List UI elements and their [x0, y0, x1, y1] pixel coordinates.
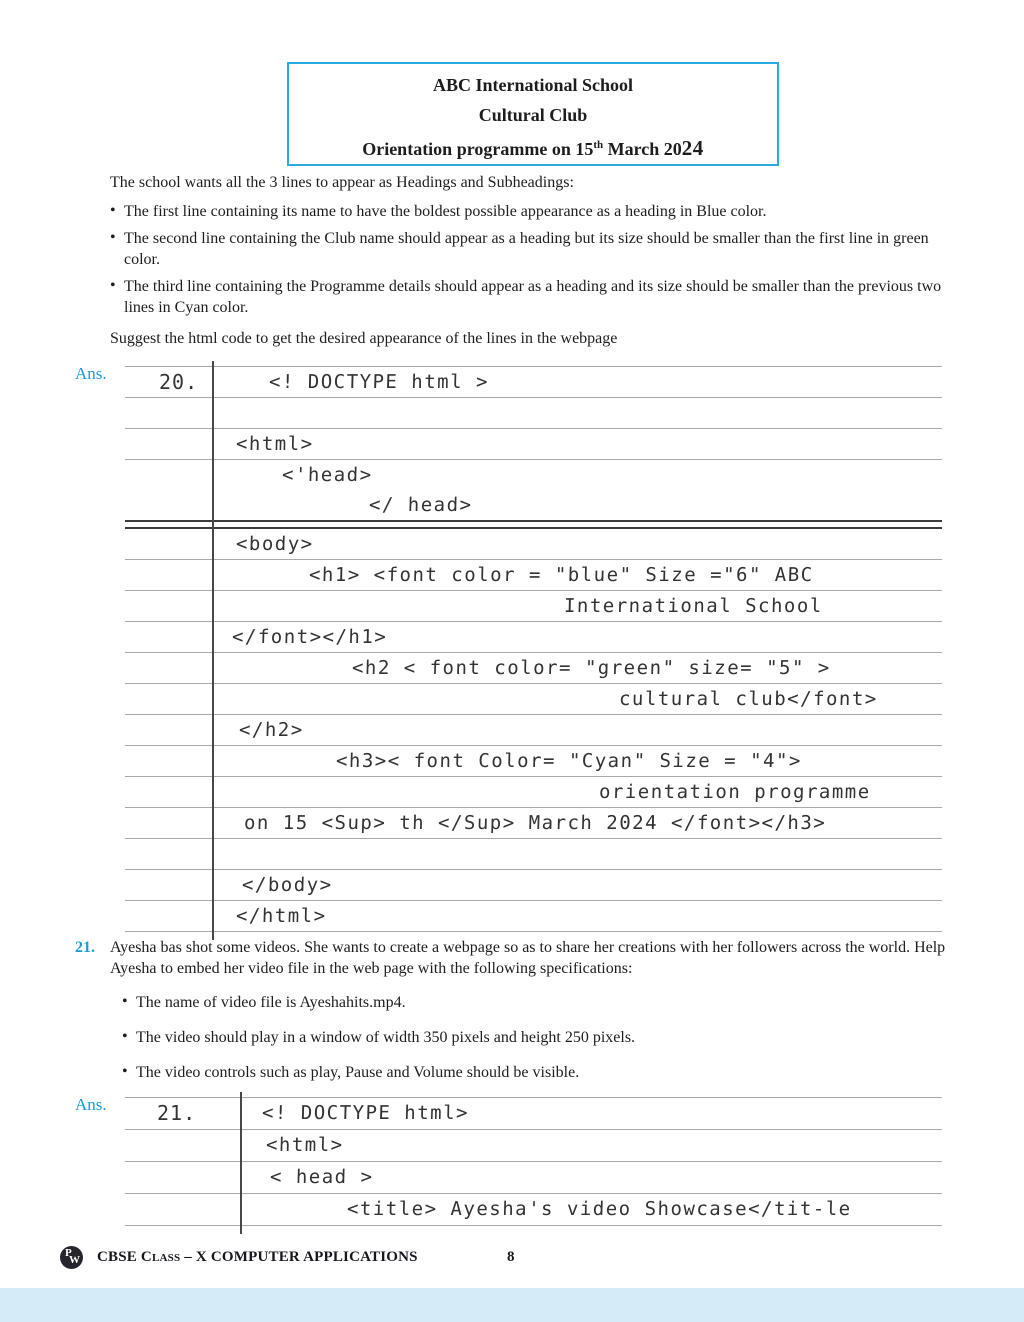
handwritten-row [125, 684, 942, 715]
handwritten-row [125, 429, 942, 460]
answer21-label: Ans. [75, 1095, 107, 1114]
handwritten-row [125, 460, 942, 490]
question21-bullets [110, 992, 962, 1083]
handwritten-row [125, 398, 942, 429]
question21-block [75, 937, 962, 1097]
handwritten-text: </font></h1> [231, 626, 388, 648]
handwritten-text: <body> [235, 533, 314, 555]
handwritten-row [125, 367, 942, 398]
handwritten-row [125, 777, 942, 808]
handwritten-row [125, 529, 942, 560]
handwritten-row [125, 1130, 942, 1162]
question20-block [110, 172, 962, 349]
handwritten-row [125, 901, 942, 932]
handwritten-text: </ head> [368, 494, 473, 516]
bullet-item: • The third line containing the Programme details should appear as a heading and its size should be smaller than the previous two lines in Cyan color. [110, 276, 962, 318]
bottom-accent-bar [0, 1288, 1024, 1322]
handwritten-row [125, 490, 942, 520]
notebook-margin-line [240, 1092, 242, 1234]
question21-text: Ayesha bas shot some videos. She wants to create a webpage so as to share her creations with her followers across the world. Help Ayesha to embed her video file in the web page with the following specifications: [110, 939, 946, 977]
pw-logo-icon: P W [60, 1246, 83, 1269]
question21-number: 21. [75, 939, 95, 956]
handwritten-text: </body> [241, 874, 333, 896]
handwritten-text: <title> Ayesha's video Showcase</tit-le [346, 1198, 852, 1220]
handwritten-row [125, 1162, 942, 1194]
answer21-sheet [125, 1097, 942, 1226]
handwritten-text: <! DOCTYPE html> [261, 1102, 470, 1124]
handwritten-text: <h1> <font color = "blue" Size ="6" ABC [308, 564, 814, 586]
answer20-number: 20. [159, 370, 199, 394]
handwritten-row [125, 591, 942, 622]
question20-intro: The school wants all the 3 lines to appear as Headings and Subheadings: [110, 174, 574, 191]
bullet-item: • The name of video file is Ayeshahits.mp4. [122, 992, 962, 1013]
handwritten-text: <h2 < font color= "green" size= "5" > [351, 657, 832, 679]
footer [60, 1245, 964, 1271]
handwritten-text: International School [563, 595, 824, 617]
title-line-club: Cultural Club [478, 105, 588, 125]
handwritten-text: orientation programme [598, 781, 872, 803]
answer21-lines [125, 1098, 942, 1226]
bullet-item: • The video controls such as play, Pause and Volume should be visible. [122, 1062, 962, 1083]
notebook-margin-line [212, 361, 214, 940]
handwritten-row [125, 870, 942, 901]
handwritten-text: cultural club</font> [618, 688, 879, 710]
handwritten-row [125, 746, 942, 777]
handwritten-text: < head > [269, 1166, 374, 1188]
handwritten-text: <'head> [281, 464, 373, 486]
handwritten-row [125, 560, 942, 591]
superscript-th: th [593, 139, 604, 151]
handwritten-row [125, 653, 942, 684]
bullet-item: • The first line containing its name to have the boldest possible appearance as a heading in Blue color. [110, 201, 962, 222]
page-number: 8 [507, 1249, 515, 1265]
handwritten-row [125, 520, 942, 529]
handwritten-text: <! DOCTYPE html > [268, 371, 490, 393]
bullet-item: • The video should play in a window of width 350 pixels and height 250 pixels. [122, 1027, 962, 1048]
answer20-sheet [125, 366, 942, 932]
footer-book-title: CBSE Class – X COMPUTER APPLICATIONS [97, 1249, 418, 1265]
handwritten-text: on 15 <Sup> th </Sup> March 2024 </font></h3> [243, 812, 827, 834]
handwritten-row [125, 1194, 942, 1226]
handwritten-text: </html> [235, 905, 327, 927]
answer20-label: Ans. [75, 364, 107, 383]
title-line-school: ABC International School [432, 75, 634, 95]
question20-outro: Suggest the html code to get the desired appearance of the lines in the webpage [110, 330, 618, 347]
handwritten-text: <html> [235, 433, 314, 455]
handwritten-row [125, 808, 942, 839]
answer20-lines [125, 367, 942, 932]
handwritten-row [125, 1098, 942, 1130]
handwritten-text: </h2> [238, 719, 304, 741]
handwritten-row [125, 715, 942, 746]
answer21-number: 21. [157, 1101, 197, 1125]
handwritten-row [125, 622, 942, 653]
bullet-item: • The second line containing the Club name should appear as a heading but its size should be smaller than the first line in green color. [110, 228, 962, 270]
handwritten-text: <html> [265, 1134, 344, 1156]
question20-bullets [110, 201, 962, 318]
handwritten-text: <h3>< font Color= "Cyan" Size = "4"> [335, 750, 803, 772]
handwritten-row [125, 839, 942, 870]
title-line-programme: Orientation programme on 15th March 2024 [362, 136, 704, 160]
title-box [287, 62, 779, 166]
